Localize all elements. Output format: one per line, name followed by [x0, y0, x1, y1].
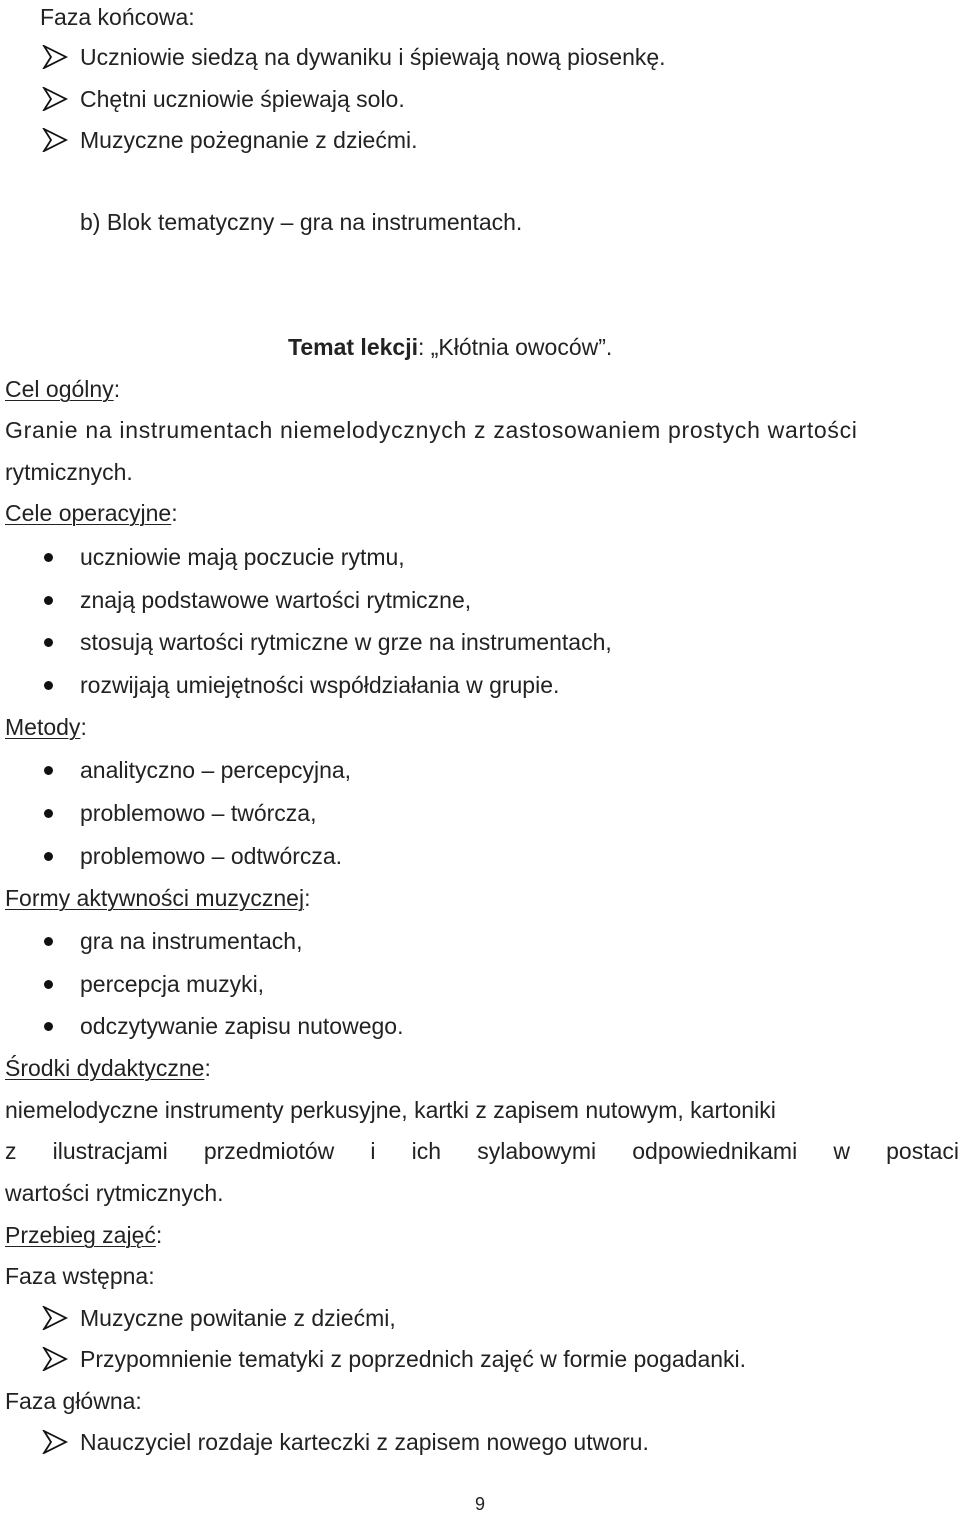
bullet-icon [44, 937, 53, 946]
lesson-topic-value: : „Kłótnia owoców”. [417, 334, 613, 360]
faza-wstepna-heading: Faza wstępna: [5, 1263, 155, 1289]
bullet-icon [44, 596, 53, 605]
list-item: uczniowie mają poczucie rytmu, [80, 544, 405, 570]
formy-heading: Formy aktywności muzycznej: [5, 885, 311, 911]
list-item: Muzyczne pożegnanie z dziećmi. [80, 127, 418, 153]
lesson-topic [288, 332, 612, 362]
list-item: Przypomnienie tematyki z poprzednich zajęć w formie pogadanki. [80, 1346, 747, 1372]
arrow-bullet-icon [42, 1430, 68, 1454]
list-item: gra na instrumentach, [80, 928, 303, 954]
list-item: Nauczyciel rozdaje karteczki z zapisem nowego utworu. [80, 1429, 649, 1455]
bullet-icon [44, 681, 53, 690]
metody-heading: Metody: [5, 714, 87, 740]
bullet-icon [44, 852, 53, 861]
list-item: znają podstawowe wartości rytmiczne, [80, 587, 472, 613]
list-item: problemowo – twórcza, [80, 800, 317, 826]
list-item: problemowo – odtwórcza. [80, 843, 343, 869]
list-item: odczytywanie zapisu nutowego. [80, 1013, 404, 1039]
arrow-bullet-icon [42, 128, 68, 152]
bullet-icon [44, 638, 53, 647]
cel-ogolny-text: Granie na instrumentach niemelodycznych z zastosowaniem prostych wartości [5, 417, 858, 443]
bullet-icon [44, 980, 53, 989]
przebieg-heading: Przebieg zajęć: [5, 1222, 163, 1248]
arrow-bullet-icon [42, 87, 68, 111]
bullet-icon [44, 553, 53, 562]
arrow-bullet-icon [42, 45, 68, 69]
cel-ogolny-heading: Cel ogólny: [5, 376, 121, 402]
srodki-heading: Środki dydaktyczne: [5, 1055, 211, 1081]
cele-operacyjne-heading: Cele operacyjne: [5, 500, 178, 526]
faza-glowna-heading: Faza główna: [5, 1388, 142, 1414]
lesson-topic-label: Temat lekcji [288, 334, 418, 360]
arrow-bullet-icon [42, 1347, 68, 1371]
page-number: 9 [474, 1494, 485, 1514]
srodki-text: niemelodyczne instrumenty perkusyjne, kartki z zapisem nutowym, kartoniki [5, 1097, 776, 1123]
list-item: analityczno – percepcyjna, [80, 757, 352, 783]
list-item: Muzyczne powitanie z dziećmi, [80, 1305, 396, 1331]
list-item: percepcja muzyki, [80, 971, 265, 997]
blok-tematyczny: b) Blok tematyczny – gra na instrumentach. [80, 209, 523, 235]
srodki-text-cont: z ilustracjami przedmiotów i ich sylabowymi odpowiednikami w postaci [5, 1138, 959, 1164]
arrow-bullet-icon [42, 1306, 68, 1330]
list-item: rozwijają umiejętności współdziałania w grupie. [80, 672, 560, 698]
list-item: stosują wartości rytmiczne w grze na instrumentach, [80, 629, 612, 655]
bullet-icon [44, 766, 53, 775]
faza-koncowa-heading: Faza końcowa: [40, 4, 195, 30]
srodki-text-end: wartości rytmicznych. [5, 1180, 224, 1206]
bullet-icon [44, 1022, 53, 1031]
cel-ogolny-text-cont: rytmicznych. [5, 459, 133, 485]
list-item: Uczniowie siedzą na dywaniku i śpiewają nową piosenkę. [80, 44, 666, 70]
list-item: Chętni uczniowie śpiewają solo. [80, 86, 405, 112]
bullet-icon [44, 809, 53, 818]
